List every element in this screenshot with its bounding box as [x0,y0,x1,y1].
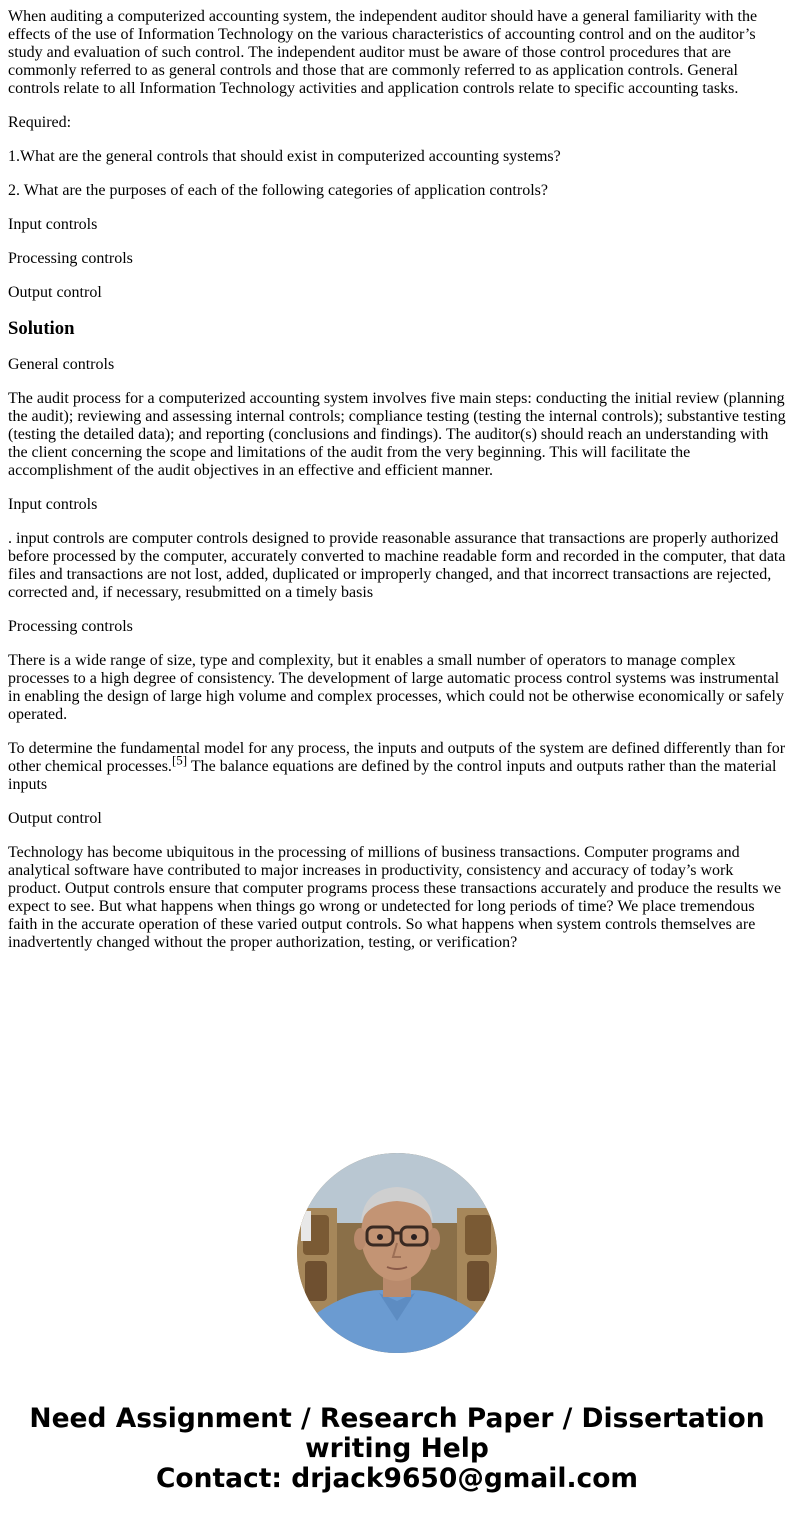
footer-promo [0,1404,794,1494]
processing-controls-text-1: There is a wide range of size, type and complexity, but it enables a small number of operators to manage complex processes to a high degree of consistency. The development of large automatic process control systems was instrumental in enabling the design of large high volume and complex processes, which could not be otherwise economically or safely operated. [8,652,784,723]
category-processing-controls: Processing controls [8,250,133,267]
question-1: 1.What are the general controls that should exist in computerized accounting systems? [8,148,561,165]
processing-controls-text-2 [8,740,786,794]
document-body [8,8,786,968]
processing-text-part-a: To determine the fundamental model for any process, the inputs and outputs of the system are defined differently than for other chemical processes. [8,740,786,775]
processing-text-part-b: The balance equations are defined by the control inputs and outputs rather than the material inputs [8,758,777,793]
avatar-portrait [297,1153,497,1353]
footer-contact: Contact: drjack9650@gmail.com [155,1463,639,1494]
general-controls-text: The audit process for a computerized accounting system involves five main steps: conducting the initial review (planning the audit); reviewing and assessing internal controls; compliance testing (testing the internal controls); substantive testing (testing the detailed data); and reporting (conclusions and findings). The auditor(s) should reach an understanding with the client concerning the scope and limitations of the audit from the very beginning. This will facilitate the accomplishment of the audit objectives in an effective and efficient manner. [8,390,786,479]
input-controls-text: . input controls are computer controls designed to provide reasonable assurance that transactions are properly authorized before processed by the computer, accurately converted to machine readable form and recorded in the computer, that data files and transactions are not lost, added, duplicated or improperly changed, and that incorrect transactions are rejected, corrected and, if necessary, resubmitted on a timely basis [8,530,786,601]
category-output-control: Output control [8,284,102,301]
reference-link[interactable]: [5] [171,752,188,768]
avatar [297,1153,497,1353]
solution-heading: Solution [8,318,75,339]
question-2: 2. What are the purposes of each of the following categories of application controls? [8,182,548,199]
general-controls-heading: General controls [8,356,115,373]
category-input-controls: Input controls [8,216,98,233]
required-label: Required: [8,114,72,131]
output-control-heading: Output control [8,810,102,827]
output-control-text: Technology has become ubiquitous in the processing of millions of business transactions. Computer programs and analytical software have contributed to major increases in productivity, consistency and accuracy of today’s work product. Output controls ensure that computer programs process these transactions accurately and produce the results we expect to see. But what happens when things go wrong or undetected for long periods of time? We place tremendous faith in the accurate operation of these varied output controls. So what happens when system controls themselves are inadvertently changed without the proper authorization, testing, or verification? [8,844,782,951]
footer-line-2: writing Help [305,1433,489,1464]
footer-line-1: Need Assignment / Research Paper / Dissertation [29,1403,765,1434]
question-intro: When auditing a computerized accounting system, the independent auditor should have a general familiarity with the effects of the use of Information Technology on the various characteristics of accounting control and on the auditor’s study and evaluation of such control. The independent auditor must be aware of those control procedures that are commonly referred to as general controls and those that are commonly referred to as application controls. General controls relate to all Information Technology activities and application controls relate to specific accounting tasks. [8,8,758,97]
input-controls-heading: Input controls [8,496,98,513]
processing-controls-heading: Processing controls [8,618,133,635]
